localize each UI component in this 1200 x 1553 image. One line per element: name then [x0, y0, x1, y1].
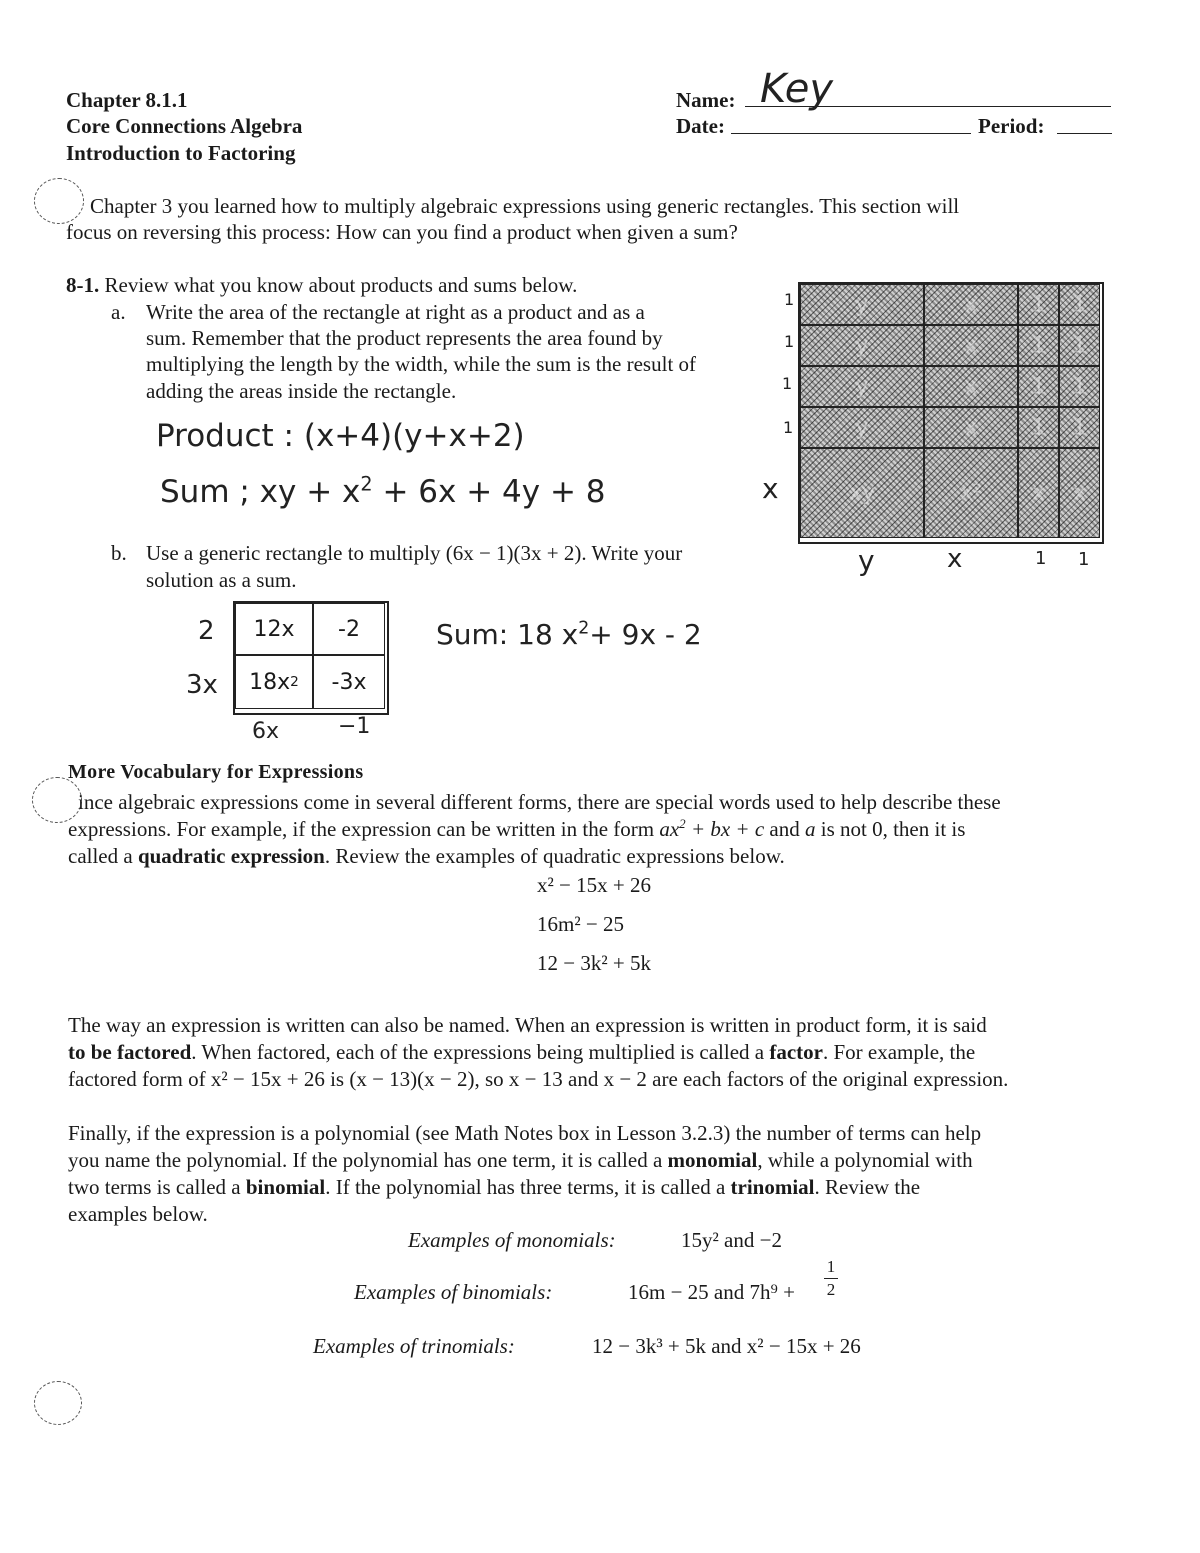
tile-y	[800, 407, 924, 448]
part-b-line-2: solution as a sum.	[146, 568, 297, 592]
vocab-heading: More Vocabulary for Expressions	[68, 761, 364, 783]
problem-stem: Review what you know about products and sums below.	[99, 273, 578, 297]
tile-left-label-2: 1	[784, 332, 795, 351]
vocab-p3-line-3	[68, 1175, 920, 1200]
tile-label: 1	[1072, 333, 1087, 358]
binomial-label: Examples of binomials:	[354, 1280, 553, 1304]
course-title: Core Connections Algebra	[66, 114, 303, 138]
tile-unit	[1018, 407, 1059, 448]
term-monomial: monomial	[667, 1148, 758, 1172]
period-label: Period:	[978, 114, 1045, 138]
part-b-sum-answer	[436, 618, 702, 651]
intro-line-1: Chapter 3 you learned how to multiply algebraic expressions using generic rectangles. This section will	[90, 194, 960, 218]
tile-x	[924, 284, 1018, 325]
p3-l3-b: . If the polynomial has three terms, it is called a	[325, 1175, 731, 1199]
vocab-p1-line-1: ince algebraic expressions come in several different forms, there are special words used to help describe these	[78, 790, 1001, 814]
tile-label: 1	[1072, 292, 1087, 317]
binomial-examples: 16m − 25 and 7h⁹ +	[628, 1280, 795, 1304]
tile-unit	[1018, 366, 1059, 407]
vocab-p1-line-3	[68, 844, 785, 869]
tile-label: x	[964, 415, 978, 440]
vocab-p3-line-1: Finally, if the expression is a polynomial (see Math Notes box in Lesson 3.2.3) the number of terms can help	[68, 1121, 982, 1145]
vocab-p2-line-2	[68, 1040, 975, 1065]
p2-l2-b: . For example, the	[822, 1040, 976, 1064]
tile-label: 1	[1072, 415, 1087, 440]
tile-x-squared	[924, 448, 1018, 538]
tile-left-label-4: 1	[783, 418, 794, 437]
period-field[interactable]	[1057, 133, 1112, 134]
b-sum-prefix: Sum: 18 x	[436, 618, 579, 651]
tile-unit	[1059, 325, 1100, 366]
tile-label: 1	[1031, 292, 1046, 317]
vocab-p3-line-2	[68, 1148, 973, 1173]
term-binomial: binomial	[245, 1175, 326, 1199]
vocab-p2-line-3: factored form of x² − 15x + 26 is (x − 13)(x − 2), so x − 13 and x − 2 are each factors of the original expression.	[68, 1067, 1009, 1091]
p1-l2-a: expressions. For example, if the expression can be written in the form	[68, 817, 660, 841]
tile-unit	[1059, 284, 1100, 325]
tile-unit	[1018, 325, 1059, 366]
binomial-fraction	[824, 1257, 838, 1300]
chapter-number: Chapter 8.1.1	[66, 88, 188, 112]
part-a-line-2: sum. Remember that the product represents the area found by	[146, 326, 663, 350]
tile-label: 1	[1072, 374, 1087, 399]
coef-a: a	[805, 817, 816, 841]
generic-rect-col-label-2: −1	[338, 714, 371, 739]
p1-l3-b: . Review the examples of quadratic expressions below.	[324, 844, 785, 868]
part-a-sum-answer	[160, 474, 606, 510]
form-expression: $ax^2$ + bx + c	[659, 816, 765, 841]
tile-label: y	[855, 292, 869, 317]
tile-label: x²	[960, 480, 982, 506]
algebra-tile-rectangle	[798, 282, 1104, 544]
generic-rectangle	[233, 601, 389, 715]
quadratic-example-2: 16m² − 25	[537, 912, 624, 936]
tile-label: 1	[1031, 374, 1046, 399]
p3-l2-b: , while a polynomial with	[757, 1148, 973, 1172]
problem-number: 8-1.	[66, 273, 100, 297]
punch-hole-top	[34, 178, 84, 224]
part-a-line-1: Write the area of the rectangle at right as a product and as a	[146, 300, 645, 324]
tile-x	[924, 325, 1018, 366]
p2-l2-a: . When factored, each of the expressions being multiplied is called a	[191, 1040, 770, 1064]
tile-x-vertical	[1059, 448, 1100, 538]
p3-l3-c: . Review the	[814, 1175, 921, 1199]
term-trinomial: trinomial	[730, 1175, 815, 1199]
tile-label: x	[1072, 480, 1087, 506]
tile-unit	[1059, 366, 1100, 407]
part-a-line-3: multiplying the length by the width, while the sum is the result of	[146, 352, 697, 376]
vocab-p2-line-1: The way an expression is written can also be named. When an expression is written in product form, it is said	[68, 1013, 987, 1037]
generic-rect-col-label-1: 6x	[252, 719, 280, 744]
generic-rect-row-label-2: 3x	[186, 670, 218, 700]
tile-unit	[1059, 407, 1100, 448]
fraction-denominator: 2	[826, 1280, 836, 1299]
name-value: Key	[760, 66, 834, 112]
fraction-bar	[824, 1278, 838, 1279]
tile-y	[800, 325, 924, 366]
tile-left-label-3: 1	[782, 374, 793, 393]
tile-unit	[1018, 284, 1059, 325]
part-b-line-1: Use a generic rectangle to multiply (6x − 1)(3x + 2). Write your	[146, 541, 683, 565]
monomial-label: Examples of monomials:	[408, 1228, 616, 1252]
quadratic-example-1: x² − 15x + 26	[537, 873, 651, 897]
cell-r2c2: -3x	[313, 655, 385, 709]
part-a-line-4: adding the areas inside the rectangle.	[146, 379, 457, 403]
p3-l2-a: you name the polynomial. If the polynomial has one term, it is called a	[68, 1148, 668, 1172]
tile-x-vertical	[1018, 448, 1059, 538]
b-sum-suffix: + 9x - 2	[589, 618, 702, 651]
quadratic-example-3: 12 − 3k² + 5k	[537, 951, 651, 975]
tile-left-label-1: 1	[784, 290, 795, 309]
fraction-numerator: 1	[826, 1257, 836, 1276]
part-b-label: b.	[111, 541, 127, 565]
tile-bottom-label-x: x	[947, 544, 963, 574]
vocab-p3-line-4: examples below.	[68, 1202, 208, 1226]
tile-label: x	[964, 374, 978, 399]
intro-line-2: focus on reversing this process: How can you find a product when given a sum?	[66, 220, 738, 244]
tile-x	[924, 407, 1018, 448]
p1-l3-a: called a	[68, 844, 138, 868]
tile-label: 1	[1031, 415, 1046, 440]
part-a-product-answer: Product : (x+4)(y+x+2)	[156, 418, 525, 454]
tile-label: x	[964, 292, 978, 317]
tile-xy	[800, 448, 924, 538]
part-a-label: a.	[111, 300, 126, 324]
generic-rect-row-label-1: 2	[198, 616, 215, 646]
cell-r1c2: -2	[313, 603, 385, 655]
date-label: Date:	[676, 114, 725, 138]
tile-left-label-x: x	[762, 472, 779, 505]
p1-l2-b: and	[764, 817, 805, 841]
p3-l3-a: two terms is called a	[68, 1175, 246, 1199]
tile-bottom-label-y: y	[858, 544, 875, 577]
term-quadratic: quadratic expression	[137, 844, 325, 868]
tile-y	[800, 366, 924, 407]
lesson-topic: Introduction to Factoring	[66, 141, 296, 165]
b-sum-exponent: 2	[578, 618, 590, 639]
tile-y	[800, 284, 924, 325]
tile-label: 1	[1031, 333, 1046, 358]
sum-answer-suffix: + 6x + 4y + 8	[372, 474, 606, 510]
punch-hole-bottom	[34, 1381, 82, 1425]
tile-label: x	[964, 333, 978, 358]
tile-bottom-label-1b: 1	[1078, 549, 1090, 570]
monomial-examples: 15y² and −2	[681, 1228, 782, 1252]
tile-label: y	[855, 333, 869, 358]
vocab-p1-line-2	[68, 817, 965, 842]
sum-answer-exponent: 2	[360, 472, 373, 496]
term-factored: to be factored	[68, 1040, 192, 1064]
trinomial-label: Examples of trinomials:	[313, 1334, 515, 1358]
term-factor: factor	[769, 1040, 823, 1064]
name-label: Name:	[676, 88, 736, 112]
tile-label: y	[855, 415, 869, 440]
tile-label: y	[855, 374, 869, 399]
cell-r1c1: 12x	[235, 603, 313, 655]
date-field[interactable]	[731, 133, 971, 134]
tile-x	[924, 366, 1018, 407]
sum-answer-prefix: Sum ; xy + x	[160, 474, 361, 510]
p1-l2-c: is not 0, then it is	[815, 817, 966, 841]
tile-bottom-label-1a: 1	[1035, 548, 1047, 569]
trinomial-examples: 12 − 3k³ + 5k and x² − 15x + 26	[592, 1334, 861, 1358]
cell-r2c1-base: 18x	[249, 669, 291, 695]
tile-label: x	[1031, 480, 1046, 506]
tile-label: xy	[848, 480, 876, 506]
cell-r2c1: 18x 2	[235, 655, 313, 709]
problem-8-1-stem	[66, 273, 577, 298]
